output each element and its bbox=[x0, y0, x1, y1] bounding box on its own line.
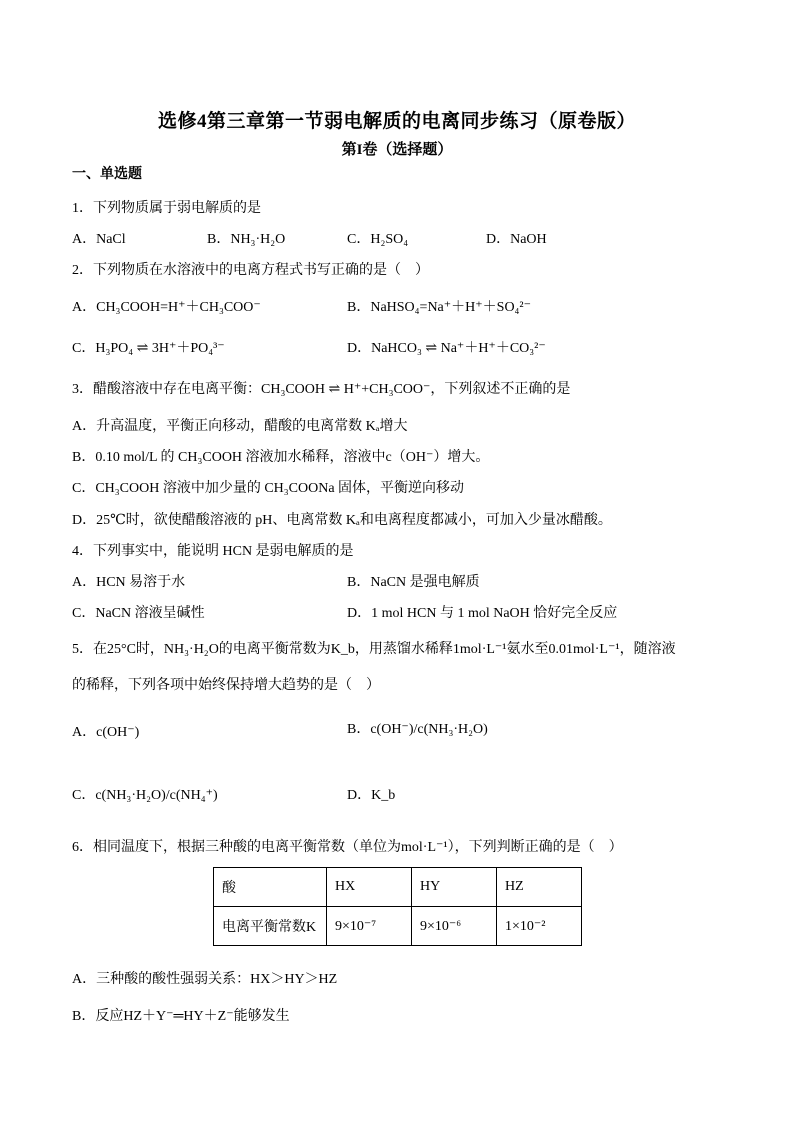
table-header-cell: 酸 bbox=[214, 868, 327, 907]
question-4-stem: 4．下列事实中，能说明 HCN 是弱电解质的是 bbox=[72, 544, 354, 559]
question-4-option-b: B．NaCN 是强电解质 bbox=[347, 575, 480, 590]
question-1-stem: 1．下列物质属于弱电解质的是 bbox=[72, 201, 261, 216]
question-2-option-a: A．CH₃COOH=H⁺＋CH₃COO⁻ bbox=[72, 300, 261, 315]
question-3-option-a: A．升高温度，平衡正向移动，醋酸的电离常数 Kₐ增大 bbox=[72, 419, 408, 434]
question-2-option-c: C．H₃PO₄ ⇌ 3H⁺＋PO₄³⁻ bbox=[72, 341, 225, 356]
table-header-cell: HZ bbox=[497, 868, 582, 907]
question-5-option-d: D．K_b bbox=[347, 788, 396, 803]
question-1-option-d: D．NaOH bbox=[486, 232, 547, 247]
section-heading: 一、单选题 bbox=[72, 167, 142, 182]
question-6-stem: 6．相同温度下，根据三种酸的电离平衡常数（单位为mol·L⁻¹），下列判断正确的是（ ） bbox=[72, 840, 623, 855]
volume-heading: 第I卷（选择题） bbox=[341, 142, 453, 158]
question-2-option-d: D．NaHCO₃ ⇌ Na⁺＋H⁺＋CO₃²⁻ bbox=[347, 341, 546, 356]
question-3-option-b: B．0.10 mol/L 的 CH₃COOH 溶液加水稀释，溶液中c（OH⁻）增大。 bbox=[72, 450, 490, 465]
table-cell: 1×10⁻² bbox=[497, 907, 582, 946]
acid-constant-table bbox=[213, 867, 582, 946]
question-2-stem: 2．下列物质在水溶液中的电离方程式书写正确的是（ ） bbox=[72, 263, 429, 278]
question-5-stem-line2: 的稀释，下列各项中始终保持增大趋势的是（ ） bbox=[72, 678, 380, 693]
question-6-option-b: B．反应HZ＋Y⁻═HY＋Z⁻能够发生 bbox=[72, 1009, 290, 1024]
question-3-option-d: D．25℃时，欲使醋酸溶液的 pH、电离常数 Kₐ和电离程度都减小，可加入少量冰醋酸。 bbox=[72, 513, 612, 528]
question-4-option-a: A．HCN 易溶于水 bbox=[72, 575, 186, 590]
question-3-option-c: C．CH₃COOH 溶液中加少量的 CH₃COONa 固体，平衡逆向移动 bbox=[72, 481, 465, 496]
table-row-label: 电离平衡常数K bbox=[214, 907, 327, 946]
table-header-row bbox=[214, 868, 582, 907]
question-2-option-b: B．NaHSO₄=Na⁺＋H⁺＋SO₄²⁻ bbox=[347, 300, 532, 315]
question-4-option-d: D．1 mol HCN 与 1 mol NaOH 恰好完全反应 bbox=[347, 606, 618, 621]
table-cell: 9×10⁻⁷ bbox=[327, 907, 412, 946]
question-1-option-b: B．NH₃·H₂O bbox=[207, 232, 286, 247]
question-5-option-b: B．c(OH⁻)/c(NH₃·H₂O) bbox=[347, 722, 488, 737]
table-header-cell: HX bbox=[327, 868, 412, 907]
table-row bbox=[214, 907, 582, 946]
question-5-option-c: C．c(NH₃·H₂O)/c(NH₄⁺) bbox=[72, 788, 218, 803]
question-1-option-c: C．H₂SO₄ bbox=[347, 232, 409, 247]
question-4-option-c: C．NaCN 溶液呈碱性 bbox=[72, 606, 205, 621]
document-title: 选修4第三章第一节弱电解质的电离同步练习（原卷版） bbox=[157, 111, 636, 132]
question-6-option-a: A．三种酸的酸性强弱关系：HX＞HY＞HZ bbox=[72, 972, 338, 987]
question-1-option-a: A．NaCl bbox=[72, 232, 126, 247]
question-5-option-a: A．c(OH⁻) bbox=[72, 725, 140, 740]
question-3-stem: 3．醋酸溶液中存在电离平衡：CH₃COOH ⇌ H⁺+CH₃COO⁻，下列叙述不正确的是 bbox=[72, 382, 571, 397]
table-cell: 9×10⁻⁶ bbox=[412, 907, 497, 946]
question-5-stem-line1: 5．在25°C时，NH₃·H₂O的电离平衡常数为K_b，用蒸馏水稀释1mol·L⁻¹氨水至0.01mol·L⁻¹，随溶液 bbox=[72, 642, 676, 657]
table-header-cell: HY bbox=[412, 868, 497, 907]
